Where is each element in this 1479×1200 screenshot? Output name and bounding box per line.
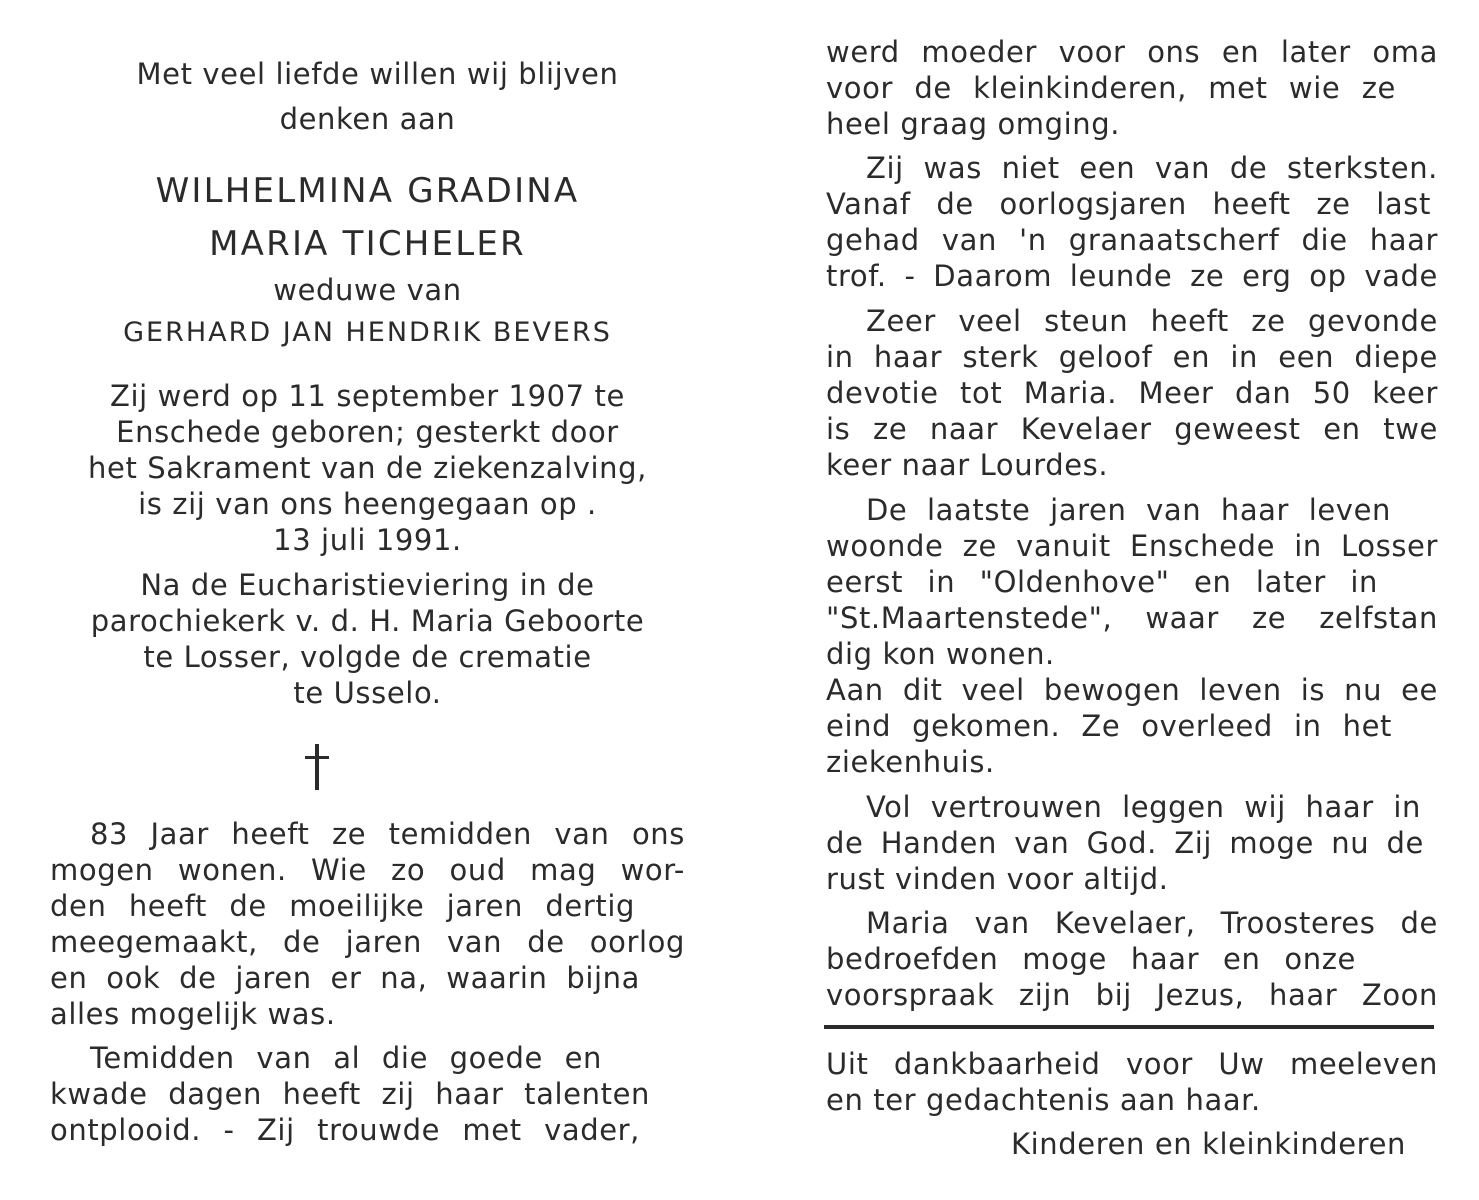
mass-text: parochiekerk v. d. H. Maria Geboorte <box>90 604 645 638</box>
paragraph-line: alles mogelijk was. <box>50 997 336 1031</box>
paragraph-line: voorspraak zijn bij Jezus, haar Zoon <box>826 978 1438 1012</box>
paragraph-line: ziekenhuis. <box>826 745 995 779</box>
paragraph-line: "St.Maartenstede", waar ze zelfstan <box>826 601 1438 635</box>
widow-of-label: weduwe van <box>273 273 462 307</box>
mass-text: Na de Eucharistieviering in de <box>140 568 595 602</box>
paragraph-line: gehad van 'n granaatscherf die haar <box>826 223 1438 257</box>
paragraph-line: kwade dagen heeft zij haar talenten <box>50 1077 650 1111</box>
paragraph-line: in haar sterk geloof en in een diepe <box>826 340 1438 374</box>
paragraph-line: Zij was niet een van de sterksten. <box>866 151 1438 185</box>
paragraph-line: Maria van Kevelaer, Troosteres de <box>866 906 1438 940</box>
paragraph-line: den heeft de moeilijke jaren dertig <box>50 889 635 923</box>
paragraph-line: eind gekomen. Ze overleed in het <box>826 709 1392 743</box>
deceased-name: MARIA TICHELER <box>209 224 526 264</box>
signature: Kinderen en kleinkinderen <box>1011 1127 1406 1161</box>
husband-name: GERHARD JAN HENDRIK BEVERS <box>123 317 612 348</box>
paragraph-line: mogen wonen. Wie zo oud mag wor- <box>50 853 685 887</box>
birth-text: is zij van ons heengegaan op . <box>138 487 597 521</box>
paragraph-line: rust vinden voor altijd. <box>826 862 1169 896</box>
intro-line: Met veel liefde willen wij blijven <box>136 57 619 91</box>
cross-icon <box>295 742 339 792</box>
paragraph-line: en ook de jaren er na, waarin bijna <box>50 961 640 995</box>
paragraph-line: Temidden van al die goede en <box>90 1041 602 1075</box>
birth-text: Zij werd op 11 september 1907 te <box>110 379 625 413</box>
paragraph-line: Vanaf de oorlogsjaren heeft ze last <box>826 187 1431 221</box>
paragraph-line: devotie tot Maria. Meer dan 50 keer <box>826 376 1438 410</box>
mass-text: te Losser, volgde de crematie <box>143 640 592 674</box>
thanks-line: Uit dankbaarheid voor Uw meeleven <box>826 1047 1438 1081</box>
mass-text: te Usselo. <box>293 676 442 710</box>
paragraph-line: meegemaakt, de jaren van de oorlog <box>50 925 685 959</box>
death-date: 13 juli 1991. <box>273 523 462 557</box>
birth-text: het Sakrament van de ziekenzalving, <box>88 451 647 485</box>
intro-line: denken aan <box>279 102 456 136</box>
paragraph-line: De laatste jaren van haar leven <box>866 493 1391 527</box>
paragraph-line: ontplooid. - Zij trouwde met vader, <box>50 1113 640 1147</box>
paragraph-line: woonde ze vanuit Enschede in Losser <box>826 529 1438 563</box>
paragraph-line: 83 Jaar heeft ze temidden van ons <box>90 817 685 851</box>
deceased-name: WILHELMINA GRADINA <box>155 171 580 211</box>
birth-text: Enschede geboren; gesterkt door <box>116 415 619 449</box>
paragraph-line: werd moeder voor ons en later oma <box>826 35 1438 69</box>
divider-rule <box>824 1025 1434 1029</box>
paragraph-line: Vol vertrouwen leggen wij haar in <box>866 790 1421 824</box>
paragraph-line: voor de kleinkinderen, met wie ze <box>826 71 1396 105</box>
paragraph-line: is ze naar Kevelaer geweest en twe <box>826 412 1438 446</box>
paragraph-line: bedroefden moge haar en onze <box>826 942 1356 976</box>
paragraph-line: dig kon wonen. <box>826 637 1055 671</box>
paragraph-line: Aan dit veel bewogen leven is nu ee <box>826 673 1438 707</box>
thanks-line: en ter gedachtenis aan haar. <box>826 1083 1261 1117</box>
paragraph-line: heel graag omging. <box>826 107 1121 141</box>
paragraph-line: Zeer veel steun heeft ze gevonde <box>866 304 1438 338</box>
paragraph-line: eerst in "Oldenhove" en later in <box>826 565 1378 599</box>
paragraph-line: trof. - Daarom leunde ze erg op vade <box>826 259 1438 293</box>
paragraph-line: de Handen van God. Zij moge nu de <box>826 826 1424 860</box>
paragraph-line: keer naar Lourdes. <box>826 448 1109 482</box>
